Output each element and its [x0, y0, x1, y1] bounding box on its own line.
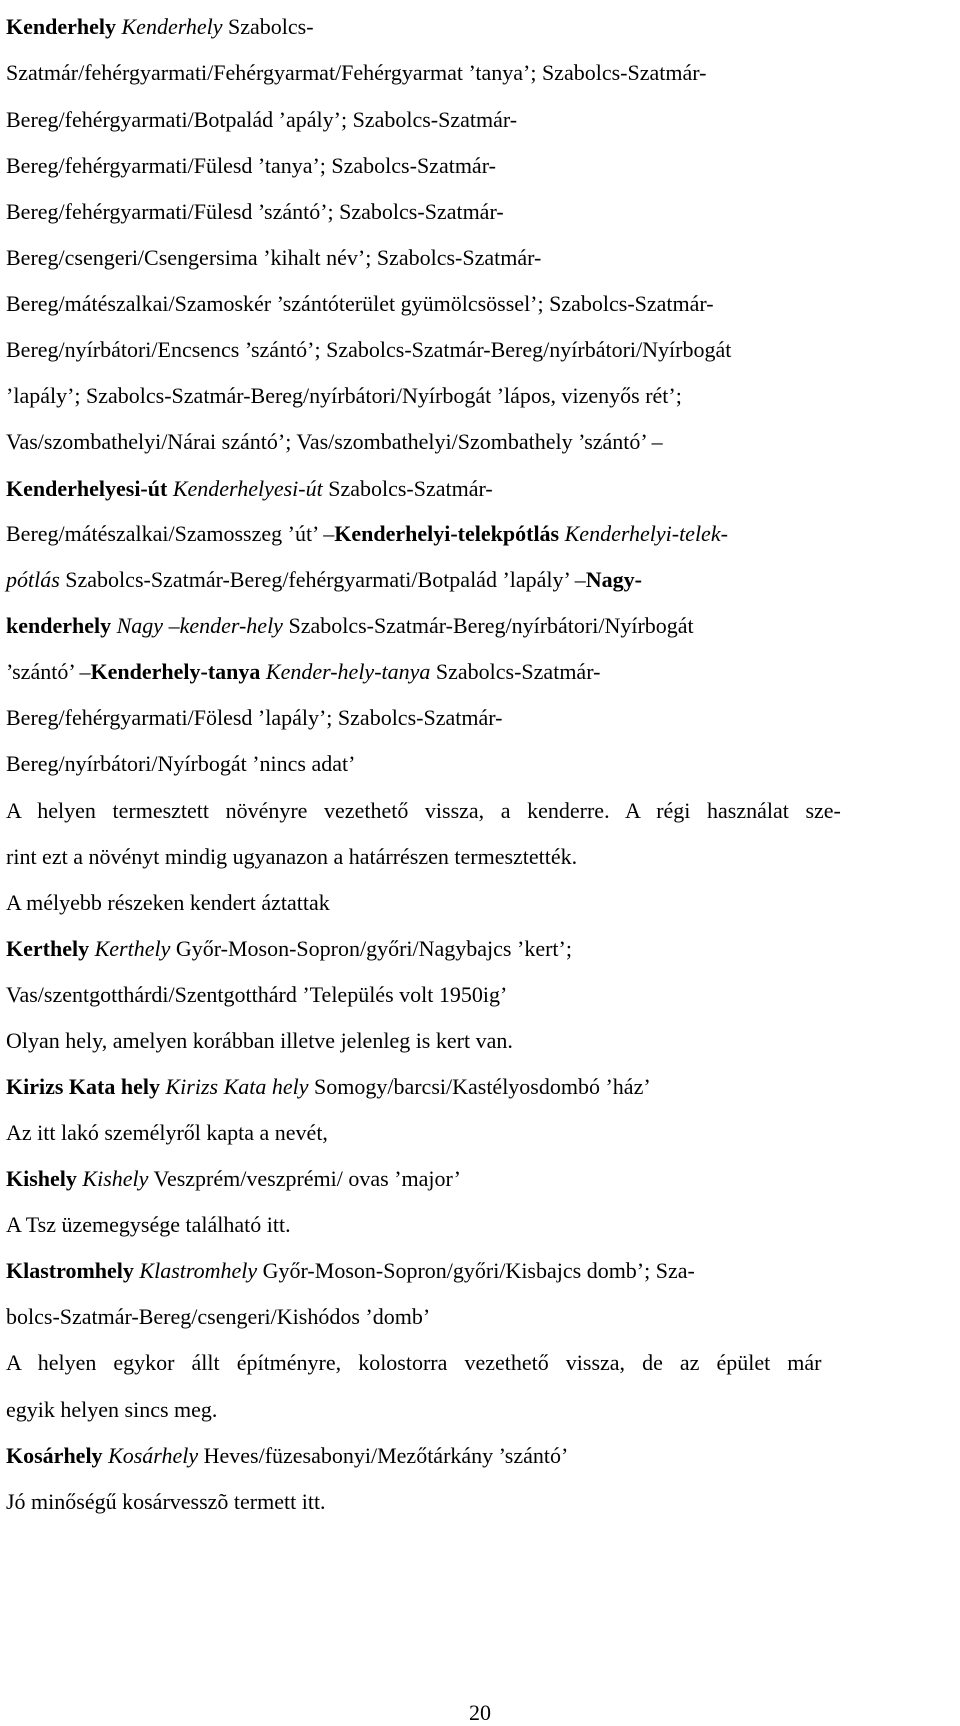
- text-segment: Bereg/mátészalkai/Szamosszeg ’út’ –: [6, 521, 335, 546]
- entry-variant: Kenderhely: [121, 14, 223, 39]
- text-line: [6, 890, 330, 916]
- text-line: [6, 936, 572, 962]
- entry-headword: Kerthely: [6, 936, 90, 961]
- entry-variant: Kirizs Kata hely: [165, 1074, 309, 1099]
- entry-headword: Kenderhelyesi-út: [6, 476, 168, 501]
- text-segment: Jó minőségű kosárvesszõ termett itt.: [6, 1489, 326, 1514]
- text-line: [6, 659, 600, 685]
- text-line: [6, 1028, 513, 1054]
- text-line: [6, 613, 694, 639]
- text-segment: Bereg/fehérgyarmati/Fölesd ’lapály’; Szabolcs-Szatmár-: [6, 705, 503, 730]
- text-line: [6, 476, 493, 502]
- text-segment: Győr-Moson-Sopron/győri/Kisbajcs domb’; Sza-: [257, 1258, 695, 1283]
- entry-headword: Nagy-: [585, 567, 642, 592]
- text-line: [6, 982, 507, 1008]
- text-line: [6, 429, 663, 455]
- text-segment: Bereg/nyírbátori/Encsencs ’szántó’; Szabolcs-Szatmár-Bereg/nyírbátori/Nyírbogát: [6, 337, 732, 362]
- text-line: [6, 1258, 695, 1284]
- text-segment: A mélyebb részeken kendert áztattak: [6, 890, 330, 915]
- text-segment: Vas/szentgotthárdi/Szentgotthárd ’Település volt 1950ig’: [6, 982, 508, 1007]
- text-segment: Szabolcs-Szatmár-Bereg/nyírbátori/Nyírbogát: [282, 613, 694, 638]
- text-line: [6, 1397, 217, 1423]
- text-segment: Győr-Moson-Sopron/győri/Nagybajcs ’kert’;: [170, 936, 572, 961]
- text-line: [6, 60, 706, 86]
- text-segment: Bereg/fehérgyarmati/Fülesd ’szántó’; Szabolcs-Szatmár-: [6, 199, 504, 224]
- text-line: [6, 798, 841, 824]
- text-line: [6, 1212, 291, 1238]
- text-segment: Bereg/nyírbátori/Nyírbogát ’nincs adat’: [6, 751, 356, 776]
- text-segment: Szabolcs-Szatmár-: [430, 659, 601, 684]
- text-line: [6, 153, 496, 179]
- text-line: [6, 1443, 568, 1469]
- text-line: [6, 1489, 326, 1515]
- text-segment: Szatmár/fehérgyarmati/Fehérgyarmat/Fehérgyarmat ’tanya’; Szabolcs-Szatmár-: [6, 60, 707, 85]
- entry-headword: Kirizs Kata hely: [6, 1074, 160, 1099]
- text-line: [6, 1304, 430, 1330]
- text-line: [6, 107, 517, 133]
- entry-variant: pótlás: [6, 567, 60, 592]
- text-segment: Bereg/fehérgyarmati/Botpalád ’apály’; Szabolcs-Szatmár-: [6, 107, 518, 132]
- text-segment: A helyen egykor állt építményre, kolostorra vezethető vissza, de az épület már: [6, 1350, 822, 1375]
- entry-headword: Kosárhely: [6, 1443, 103, 1468]
- text-line: [6, 14, 314, 40]
- text-segment: Bereg/csengeri/Csengersima ’kihalt név’; Szabolcs-Szatmár-: [6, 245, 542, 270]
- text-segment: Bereg/mátészalkai/Szamoskér ’szántóterület gyümölcsössel’; Szabolcs-Szatmár-: [6, 291, 714, 316]
- text-segment: Szabolcs-Szatmár-: [322, 476, 493, 501]
- text-line: [6, 567, 642, 593]
- entry-variant: Kender-hely-tanya: [265, 659, 431, 684]
- text-line: [6, 199, 504, 225]
- entry-variant: Kishely: [82, 1166, 149, 1191]
- entry-variant: Kenderhelyesi-út: [172, 476, 323, 501]
- text-segment: bolcs-Szatmár-Bereg/csengeri/Kishódos ’domb’: [6, 1304, 431, 1329]
- text-line: [6, 1166, 461, 1192]
- text-line: [6, 521, 728, 547]
- text-segment: A Tsz üzemegysége található itt.: [6, 1212, 291, 1237]
- text-line: [6, 245, 541, 271]
- entry-variant: Kenderhelyi-telek-: [564, 521, 728, 546]
- text-segment: Bereg/fehérgyarmati/Fülesd ’tanya’; Szabolcs-Szatmár-: [6, 153, 496, 178]
- text-segment: Szabolcs-Szatmár-Bereg/fehérgyarmati/Botpalád ’lapály’ –: [59, 567, 586, 592]
- entry-headword: Klastromhely: [6, 1258, 134, 1283]
- entry-variant: Kerthely: [94, 936, 171, 961]
- text-segment: Somogy/barcsi/Kastélyosdombó ’ház’: [308, 1074, 651, 1099]
- text-segment: A helyen termesztett növényre vezethető vissza, a kenderre. A régi használat sze-: [6, 798, 841, 823]
- text-segment: ’szántó’ –: [6, 659, 91, 684]
- text-segment: Az itt lakó személyről kapta a nevét,: [6, 1120, 328, 1145]
- text-segment: rint ezt a növényt mindig ugyanazon a határrészen termesztették.: [6, 844, 578, 869]
- text-segment: egyik helyen sincs meg.: [6, 1397, 218, 1422]
- text-line: [6, 291, 714, 317]
- text-line: [6, 844, 577, 870]
- text-segment: Heves/füzesabonyi/Mezőtárkány ’szántó’: [198, 1443, 569, 1468]
- entry-headword: Kishely: [6, 1166, 77, 1191]
- text-segment: Szabolcs-: [222, 14, 314, 39]
- text-segment: Veszprém/veszprémi/ ovas ’major’: [148, 1166, 461, 1191]
- entry-headword: Kenderhely-tanya: [90, 659, 261, 684]
- entry-variant: Nagy –kender-hely: [116, 613, 283, 638]
- text-segment: Vas/szombathelyi/Nárai szántó’; Vas/szombathelyi/Szombathely ’szántó’ –: [6, 429, 663, 454]
- entry-headword: kenderhely: [6, 613, 112, 638]
- text-line: [6, 1074, 651, 1100]
- text-segment: Olyan hely, amelyen korábban illetve jelenleg is kert van.: [6, 1028, 513, 1053]
- text-line: [6, 383, 682, 409]
- entry-variant: Klastromhely: [139, 1258, 258, 1283]
- text-line: [6, 751, 355, 777]
- entry-variant: Kosárhely: [108, 1443, 199, 1468]
- entry-headword: Kenderhelyi-telekpótlás: [334, 521, 560, 546]
- text-line: [6, 337, 731, 363]
- entry-headword: Kenderhely: [6, 14, 116, 39]
- text-line: [6, 705, 502, 731]
- text-line: [6, 1350, 821, 1376]
- text-line: [6, 1120, 328, 1146]
- page-number: 20: [469, 1700, 491, 1725]
- text-segment: ’lapály’; Szabolcs-Szatmár-Bereg/nyírbátori/Nyírbogát ’lápos, vizenyős rét’;: [6, 383, 682, 408]
